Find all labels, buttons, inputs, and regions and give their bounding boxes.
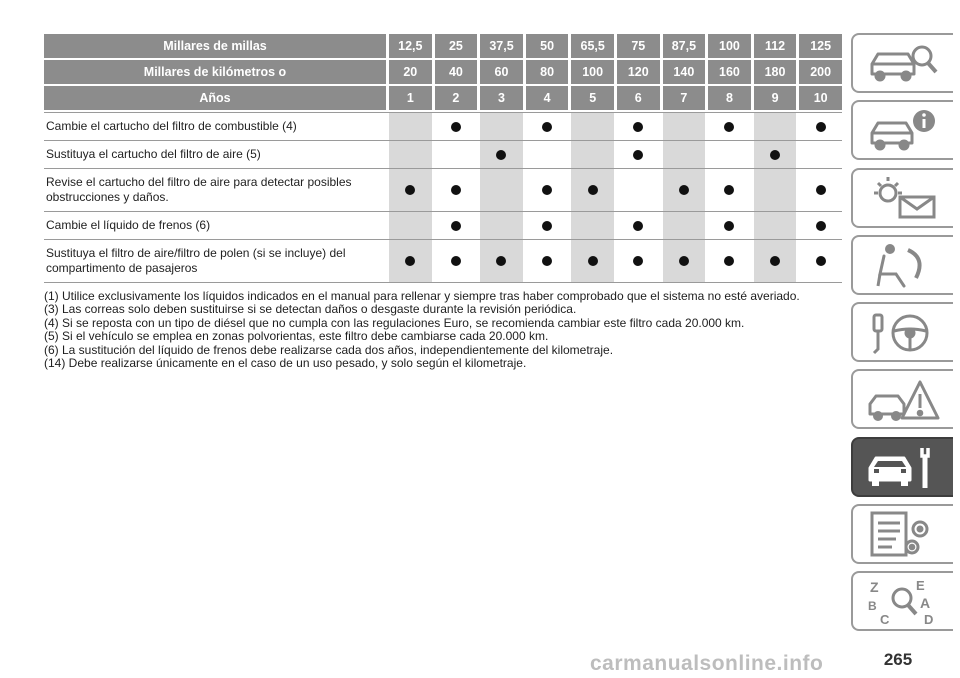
header-cell: 20	[389, 60, 432, 84]
tab-technical-data[interactable]	[851, 504, 953, 564]
service-dot-icon	[633, 150, 643, 160]
service-dot-icon	[816, 256, 826, 266]
schedule-cell	[435, 212, 478, 239]
schedule-cell	[708, 212, 751, 239]
footnote: (4) Si se reposta con un tipo de diésel que no cumpla con las regulaciones Euro, se recomienda cambiar este filtro cada 20.000 km.	[44, 315, 745, 330]
header-cell: 100	[571, 60, 614, 84]
header-cell: 1	[389, 86, 432, 110]
schedule-cell	[754, 141, 797, 168]
service-dot-icon	[724, 256, 734, 266]
schedule-cell	[708, 113, 751, 140]
header-cell: 6	[617, 86, 660, 110]
header-cell: 75	[617, 34, 660, 58]
key-steering-wheel-icon	[864, 307, 942, 357]
table-row	[44, 141, 842, 169]
tab-starting-driving[interactable]	[851, 302, 953, 362]
schedule-cell	[526, 113, 569, 140]
chapter-tabs	[851, 33, 955, 639]
header-cell: 10	[799, 86, 842, 110]
service-dot-icon	[633, 221, 643, 231]
service-dot-icon	[724, 185, 734, 195]
header-cell: 25	[435, 34, 478, 58]
service-dot-icon	[770, 256, 780, 266]
service-dot-icon	[724, 122, 734, 132]
row-label: Sustituya el cartucho del filtro de aire (5)	[46, 147, 261, 161]
tab-emergency[interactable]	[851, 369, 953, 429]
header-cell: 140	[663, 60, 706, 84]
schedule-cell	[526, 169, 569, 211]
schedule-cell	[480, 212, 523, 239]
schedule-cell	[799, 240, 842, 282]
schedule-cell	[663, 169, 706, 211]
service-dot-icon	[679, 185, 689, 195]
schedule-cell	[571, 169, 614, 211]
schedule-cell	[571, 141, 614, 168]
header-cell: 180	[754, 60, 797, 84]
table-row	[44, 240, 842, 283]
svg-text:E: E	[916, 578, 925, 594]
header-cell: 100	[708, 34, 751, 58]
car-magnifier-icon	[864, 38, 942, 88]
schedule-cell	[480, 113, 523, 140]
header-cell: 60	[480, 60, 523, 84]
footnote: (3) Las correas solo deben sustituirse si se detectan daños o desgaste durante la revisión periódica.	[44, 302, 577, 317]
row-label: Sustituya el filtro de aire/filtro de polen (si se incluye) del compartimento de pasajeros	[46, 246, 346, 275]
service-dot-icon	[633, 256, 643, 266]
header-cell: 8	[708, 86, 751, 110]
service-dot-icon	[451, 185, 461, 195]
table-row	[44, 112, 842, 141]
service-dot-icon	[724, 221, 734, 231]
schedule-cell	[617, 212, 660, 239]
schedule-cell	[435, 141, 478, 168]
service-dot-icon	[451, 221, 461, 231]
service-dot-icon	[588, 185, 598, 195]
svg-text:B: B	[868, 599, 877, 614]
svg-text:C: C	[880, 612, 890, 627]
service-dot-icon	[542, 256, 552, 266]
table-row	[44, 212, 842, 240]
service-dot-icon	[451, 122, 461, 132]
service-dot-icon	[405, 256, 415, 266]
schedule-cell	[389, 240, 432, 282]
header-cell: 2	[435, 86, 478, 110]
tab-car-magnifier[interactable]	[851, 33, 953, 93]
tab-maintenance[interactable]	[851, 437, 953, 497]
warning-light-message-icon	[864, 173, 942, 223]
schedule-cell	[754, 240, 797, 282]
schedule-cell	[617, 141, 660, 168]
schedule-cell	[480, 240, 523, 282]
header-cell: 50	[526, 34, 569, 58]
schedule-cell	[799, 141, 842, 168]
header-row	[44, 86, 842, 110]
header-cell: 120	[617, 60, 660, 84]
schedule-cell	[663, 141, 706, 168]
schedule-cell	[617, 113, 660, 140]
page-number: 265	[883, 650, 913, 669]
watermark-text: carmanualsonline.info	[590, 652, 824, 675]
schedule-cell	[708, 141, 751, 168]
schedule-cell	[526, 240, 569, 282]
header-row-label: Años	[44, 86, 386, 110]
schedule-cell	[754, 212, 797, 239]
service-dot-icon	[496, 150, 506, 160]
service-dot-icon	[451, 256, 461, 266]
schedule-cell	[754, 169, 797, 211]
schedule-cell	[571, 113, 614, 140]
car-info-icon	[864, 105, 942, 155]
schedule-cell	[754, 113, 797, 140]
schedule-cell	[617, 240, 660, 282]
car-wrench-icon	[864, 442, 942, 492]
header-cell: 4	[526, 86, 569, 110]
schedule-cell	[435, 169, 478, 211]
footnote: (5) Si el vehículo se emplea en zonas polvorientas, este filtro debe cambiarse cada 20.000 km.	[44, 329, 549, 344]
footnote: (1) Utilice exclusivamente los líquidos indicados en el manual para rellenar y siempre tras haber comprobado que el sistema no esté averiado.	[44, 289, 800, 303]
service-dot-icon	[770, 150, 780, 160]
row-label: Cambie el cartucho del filtro de combustible (4)	[46, 119, 297, 133]
service-dot-icon	[496, 256, 506, 266]
header-cell: 7	[663, 86, 706, 110]
schedule-cell	[526, 141, 569, 168]
service-dot-icon	[816, 185, 826, 195]
header-row	[44, 34, 842, 58]
header-row-label: Millares de millas	[44, 34, 386, 58]
tab-warning-lights[interactable]	[851, 168, 953, 228]
service-dot-icon	[633, 122, 643, 132]
svg-text:A: A	[920, 595, 931, 612]
alphabetical-index-icon	[864, 576, 942, 626]
schedule-cell	[389, 212, 432, 239]
maintenance-schedule-table	[44, 34, 842, 283]
service-dot-icon	[679, 256, 689, 266]
schedule-cell	[799, 212, 842, 239]
header-cell: 12,5	[389, 34, 432, 58]
header-cell: 112	[754, 34, 797, 58]
schedule-cell	[663, 212, 706, 239]
service-dot-icon	[542, 122, 552, 132]
header-cell: 160	[708, 60, 751, 84]
service-dot-icon	[405, 185, 415, 195]
schedule-cell	[389, 169, 432, 211]
footnote: (14) Debe realizarse únicamente en el caso de un uso pesado, y solo según el kilometraje.	[44, 356, 527, 371]
car-breakdown-warning-icon	[864, 374, 942, 424]
schedule-cell	[708, 169, 751, 211]
specifications-gears-icon	[864, 509, 942, 559]
header-cell: 65,5	[571, 34, 614, 58]
row-label: Revise el cartucho del filtro de aire para detectar posibles obstrucciones y daños.	[46, 175, 352, 204]
service-dot-icon	[816, 221, 826, 231]
schedule-cell	[708, 240, 751, 282]
seat-airbag-icon	[864, 240, 942, 290]
schedule-cell	[389, 141, 432, 168]
schedule-cell	[663, 113, 706, 140]
schedule-cell	[480, 169, 523, 211]
header-row-label: Millares de kilómetros o	[44, 60, 386, 84]
service-dot-icon	[816, 122, 826, 132]
schedule-cell	[526, 212, 569, 239]
footnote: (6) La sustitución del líquido de frenos debe realizarse cada dos años, independientemente del kilometraje.	[44, 342, 614, 357]
header-cell: 5	[571, 86, 614, 110]
schedule-cell	[435, 113, 478, 140]
service-dot-icon	[542, 221, 552, 231]
header-cell: 200	[799, 60, 842, 84]
header-cell: 80	[526, 60, 569, 84]
service-dot-icon	[588, 256, 598, 266]
schedule-cell	[663, 240, 706, 282]
schedule-cell	[799, 169, 842, 211]
schedule-cell	[617, 169, 660, 211]
service-dot-icon	[542, 185, 552, 195]
tab-car-info[interactable]	[851, 100, 953, 160]
header-row	[44, 60, 842, 84]
schedule-cell	[571, 212, 614, 239]
schedule-cell	[480, 141, 523, 168]
table-row	[44, 169, 842, 212]
schedule-cell	[799, 113, 842, 140]
tab-index[interactable]	[851, 571, 953, 631]
tab-safety[interactable]	[851, 235, 953, 295]
header-cell: 3	[480, 86, 523, 110]
svg-text:Z: Z	[870, 579, 879, 596]
header-cell: 125	[799, 34, 842, 58]
schedule-cell	[389, 113, 432, 140]
row-label: Cambie el líquido de frenos (6)	[46, 218, 211, 232]
header-cell: 37,5	[480, 34, 523, 58]
schedule-cell	[435, 240, 478, 282]
header-cell: 87,5	[663, 34, 706, 58]
schedule-cell	[571, 240, 614, 282]
svg-text:D: D	[924, 612, 934, 627]
footnotes	[44, 290, 844, 370]
header-cell: 9	[754, 86, 797, 110]
header-cell: 40	[435, 60, 478, 84]
